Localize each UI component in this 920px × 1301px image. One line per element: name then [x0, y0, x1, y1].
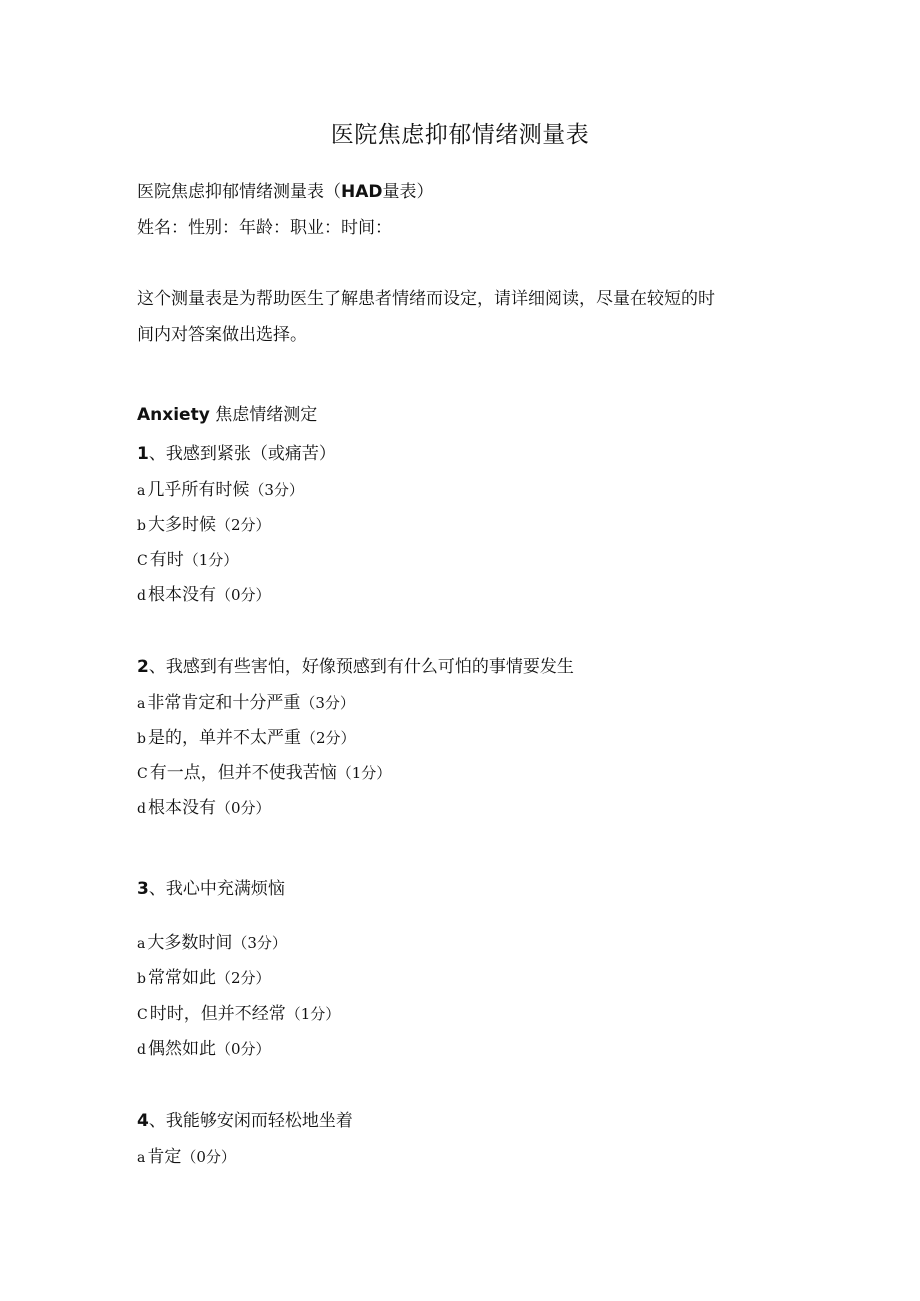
option-3a: [137, 928, 287, 953]
option-3d: [137, 1034, 271, 1059]
option-1c: [137, 545, 238, 570]
option-score: （1分）: [336, 764, 392, 782]
option-letter: C: [137, 1007, 148, 1023]
option-text: 大多数时间: [147, 933, 233, 953]
option-2d: [137, 793, 271, 818]
option-text: 时时，但并不经常: [149, 1004, 286, 1024]
info-fields: 姓名：性别：年龄：职业：时间：: [137, 218, 392, 238]
page-title: 医院焦虑抑郁情绪测量表: [330, 122, 590, 148]
option-score: （0分）: [181, 1148, 236, 1166]
option-3c: [137, 999, 340, 1024]
option-score: （3分）: [300, 694, 355, 712]
option-letter: a: [137, 483, 146, 499]
option-score: （1分）: [183, 551, 239, 569]
section-heading: [137, 400, 317, 425]
option-text: 大多时候: [147, 515, 216, 535]
question-3: [137, 874, 285, 899]
option-letter: C: [137, 766, 148, 782]
option-text: 有时: [149, 550, 184, 570]
section-heading-cn: 焦虑情绪测定: [215, 405, 318, 425]
option-score: （0分）: [215, 799, 271, 817]
option-text: 根本没有: [147, 798, 216, 818]
question-text: 、我感到紧张（或痛苦）: [148, 444, 336, 464]
option-2a: [137, 688, 355, 713]
option-text: 偶然如此: [147, 1039, 216, 1059]
option-score: （2分）: [300, 729, 356, 747]
option-3b: [137, 963, 271, 988]
option-1a: [137, 475, 304, 500]
question-text: 、我感到有些害怕，好像预感到有什么可怕的事情要发生: [148, 657, 574, 677]
option-letter: b: [137, 731, 146, 747]
question-2: [137, 652, 574, 677]
option-letter: b: [137, 971, 146, 987]
question-number: 1: [137, 444, 149, 464]
question-1: [137, 439, 336, 464]
option-letter: d: [137, 588, 146, 604]
question-number: 2: [137, 657, 149, 677]
option-score: （2分）: [215, 969, 271, 987]
option-letter: C: [137, 553, 148, 569]
option-letter: d: [137, 801, 146, 817]
question-4: [137, 1106, 353, 1131]
option-1b: [137, 510, 271, 535]
option-2c: [137, 758, 391, 783]
option-letter: b: [137, 518, 146, 534]
option-score: （1分）: [285, 1005, 341, 1023]
option-text: 非常肯定和十分严重: [147, 693, 301, 713]
option-text: 有一点，但并不使我苦恼: [149, 763, 337, 783]
option-2b: [137, 723, 356, 748]
option-score: （2分）: [215, 516, 271, 534]
question-number: 4: [137, 1111, 149, 1131]
question-text: 、我能够安闲而轻松地坐着: [148, 1111, 353, 1131]
option-4a: [137, 1142, 236, 1167]
question-text: 、我心中充满烦恼: [148, 879, 285, 899]
subtitle-suffix: 量表）: [382, 182, 434, 202]
subtitle: [137, 177, 434, 202]
option-letter: a: [137, 1150, 146, 1166]
question-number: 3: [137, 879, 149, 899]
option-score: （0分）: [215, 586, 271, 604]
subtitle-code: HAD: [341, 182, 383, 202]
option-score: （0分）: [215, 1040, 271, 1058]
option-letter: a: [137, 696, 146, 712]
option-text: 几乎所有时候: [147, 480, 250, 500]
option-letter: a: [137, 936, 146, 952]
option-score: （3分）: [232, 934, 287, 952]
option-letter: d: [137, 1042, 146, 1058]
section-heading-en: Anxiety: [137, 405, 210, 425]
intro-line-1: 这个测量表是为帮助医生了解患者情绪而设定，请详细阅读，尽量在较短的时: [137, 289, 715, 309]
option-text: 常常如此: [147, 968, 216, 988]
subtitle-prefix: 医院焦虑抑郁情绪测量表（: [137, 182, 341, 202]
option-score: （3分）: [249, 481, 304, 499]
option-text: 肯定: [147, 1147, 182, 1167]
option-1d: [137, 580, 271, 605]
intro-line-2: 间内对答案做出选择。: [137, 325, 307, 345]
option-text: 根本没有: [147, 585, 216, 605]
option-text: 是的，单并不太严重: [147, 728, 301, 748]
